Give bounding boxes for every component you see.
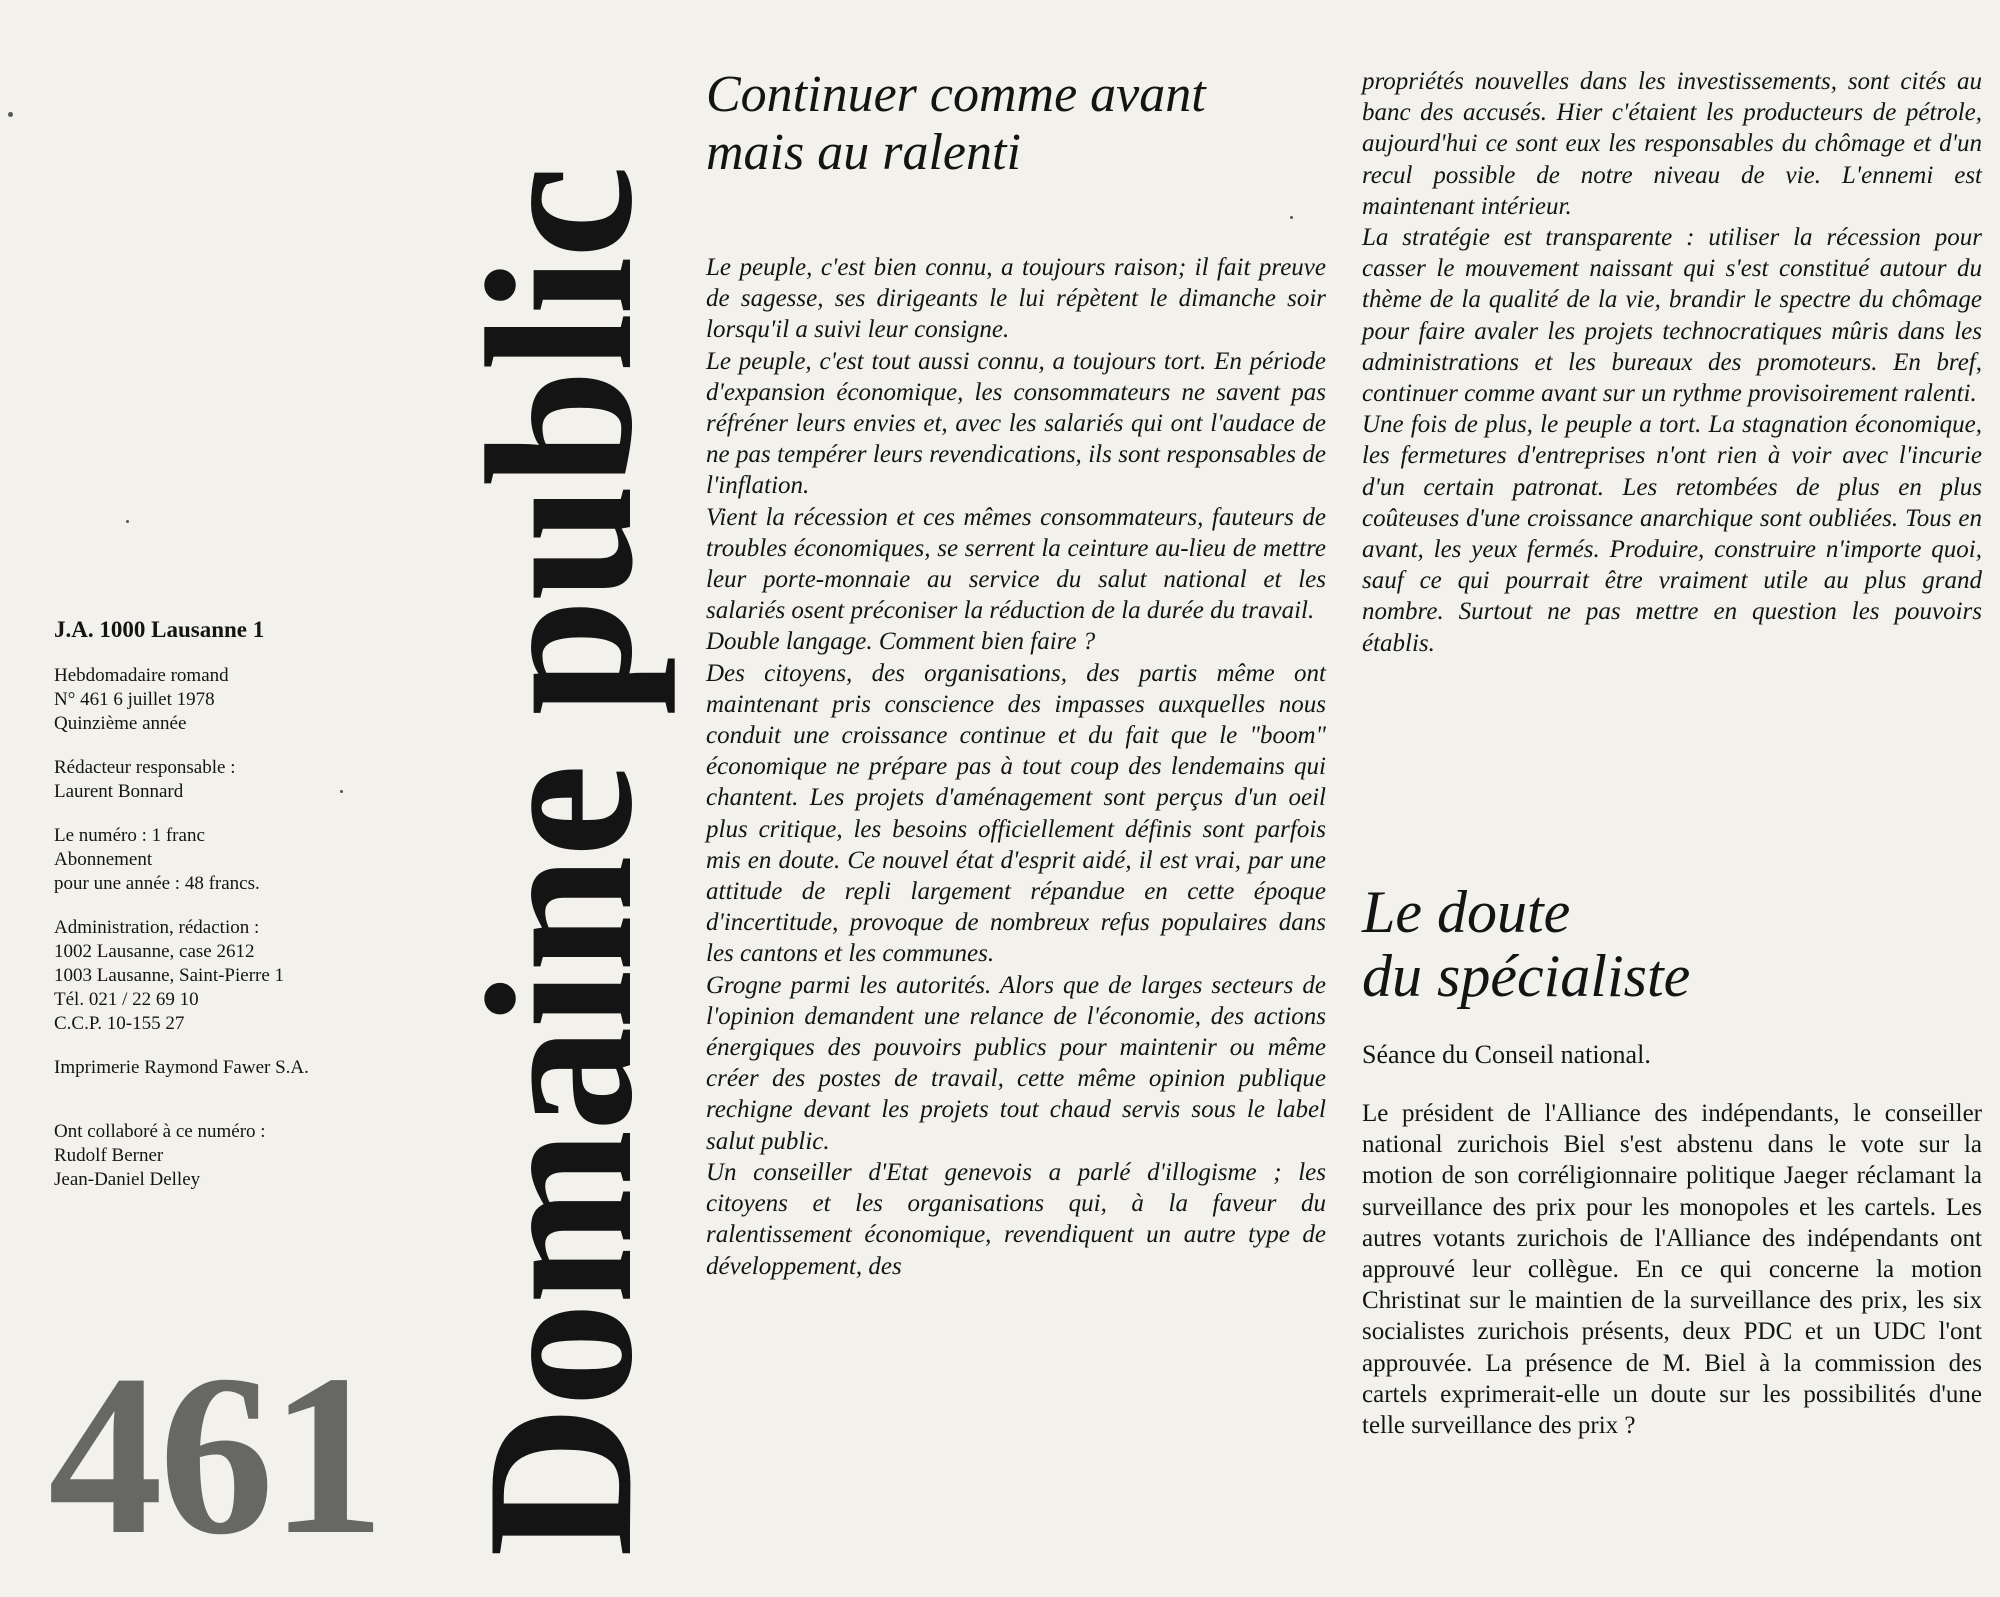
article-paragraph: Double langage. Comment bien faire ?: [706, 628, 1096, 656]
ccp-line: C.C.P. 10-155 27: [54, 1013, 185, 1034]
print-speck: [340, 790, 343, 793]
subscription-price: pour une année : 48 francs.: [54, 873, 260, 894]
article-paragraph: Des citoyens, des organisations, des partis même ont maintenant pris conscience des impasses auxquelles nous conduit une croissance continue et du fait que le "boom" économique ne prépare pas à tout coup des lendemains qui chantent. Les projets d'aménagement sont perçus d'un oeil plus critique, les besoins officiellement définis sont parfois mis en doute. Ce nouvel état d'esprit aidé, il est vrai, par une attitude de repli largement répandue en cette époque d'incertitude, provoque de nombreux refus populaires dans les cantons et les communes.: [706, 659, 1326, 968]
article2-subhead: Séance du Conseil national.: [1362, 1040, 1651, 1069]
address-line: 1002 Lausanne, case 2612: [54, 941, 255, 962]
subscription-label: Abonnement: [54, 849, 153, 870]
article-paragraph: propriétés nouvelles dans les investissements, sont cités au banc des accusés. Hier c'étaient les producteurs de pétrole, aujourd'hui ce sont eux les responsables du chômage et d'un recul possible de notre niveau de vie. L'ennemi est maintenant intérieur.: [1362, 68, 1982, 220]
year-line: Quinzième année: [54, 713, 187, 734]
contributors-label: Ont collaboré à ce numéro :: [54, 1121, 266, 1142]
article-paragraph: La stratégie est transparente : utiliser la récession pour casser le mouvement naissant qui s'est constitué autour du thème de la qualité de la vie, brandir le spectre du chômage pour faire avaler les projets technocratiques mûris dans les administrations et les bureaux des promoteurs. En bref, continuer comme avant sur un rythme provisoirement ralenti.: [1362, 224, 1982, 408]
address-line: 1003 Lausanne, Saint-Pierre 1: [54, 965, 285, 986]
article-paragraph: Le peuple, c'est tout aussi connu, a toujours tort. En période d'expansion économique, les consommateurs ne savent pas réfréner leurs envies et, avec les salariés qui ont l'audace de ne pas tempérer leurs revendications, ils sont responsables de l'inflation.: [706, 347, 1326, 500]
phone-line: Tél. 021 / 22 69 10: [54, 989, 199, 1010]
article-main: [706, 66, 1326, 1282]
article-headline: [706, 66, 1326, 182]
headline-line: du spécialiste: [1362, 943, 1691, 1009]
address-label: Administration, rédaction :: [54, 917, 260, 938]
editor-label: Rédacteur responsable :: [54, 757, 236, 778]
print-speck: [8, 112, 13, 117]
editor-name: Laurent Bonnard: [54, 781, 184, 802]
postal-line: J.A. 1000 Lausanne 1: [54, 617, 265, 642]
contributor-name: Rudolf Berner: [54, 1145, 164, 1166]
address-info: [54, 916, 414, 1036]
article-body: [706, 252, 1326, 1282]
article-paragraph: Grogne parmi les autorités. Alors que de larges secteurs de l'opinion demandent une relance de l'économie, des actions énergiques des pouvoirs publics pour maintenir ou même créer des postes de travail, cette même opinion publique rechigne devant les projets tout chaud servis sous le label salut public.: [706, 971, 1326, 1155]
article-continuation: [1362, 66, 1982, 659]
issue-date-line: N° 461 6 juillet 1978: [54, 689, 215, 710]
pricing-info: [54, 824, 414, 896]
article-paragraph: Une fois de plus, le peuple a tort. La stagnation économique, les fermetures d'entreprises n'ont rien à voir avec l'incurie d'un certain patronat. Les retombées de plus en plus coûteuses d'une croissance anarchique sont oubliées. Tous en avant, les yeux fermés. Produire, construire n'importe quoi, sauf ce qui pourrait être vraiment utile au plus grand nombre. Surtout ne pas mettre en question les pouvoirs établis.: [1362, 411, 1982, 657]
contributors-info: [54, 1120, 414, 1192]
print-speck: [126, 520, 129, 523]
issue-number: 461: [48, 1327, 381, 1582]
publication-line: Hebdomadaire romand: [54, 665, 229, 686]
printer-line: Imprimerie Raymond Fawer S.A.: [54, 1057, 309, 1078]
printer-info: [54, 1056, 414, 1080]
headline-line: mais au ralenti: [706, 124, 1021, 181]
editor-info: [54, 756, 414, 804]
print-speck: [1290, 216, 1293, 219]
masthead-title: Domaine public: [444, 167, 676, 1557]
price-line: Le numéro : 1 franc: [54, 825, 205, 846]
article-paragraph: Un conseiller d'Etat genevois a parlé d'illogisme ; les citoyens et les organisations qui, à la faveur du ralentissement économique, revendiquent un autre type de développement, des: [706, 1158, 1326, 1280]
article2-headline: [1362, 880, 1982, 1008]
headline-line: Continuer comme avant: [706, 66, 1206, 123]
publication-details: [54, 664, 414, 736]
article2-body: Le président de l'Alliance des indépendants, le conseiller national zurichois Biel s'est abstenu dans le vote sur la motion de son corréligionnaire politique Jaeger réclamant la surveillance des prix pour les monopoles et les cartels. Les autres votants zurichois de l'Alliance des indépendants ont approuvé leur collègue. En ce qui concerne la motion Christinat sur le maintien de la surveillance des prix, les six socialistes zurichois présents, deux PDC et un UDC l'ont approuvée. La présence de M. Biel à la commission des cartels exprimerait-elle un doute sur les possibilités d'une telle surveillance des prix ?: [1362, 1100, 1982, 1440]
article-paragraph: Vient la récession et ces mêmes consommateurs, fauteurs de troubles économiques, se serrent la ceinture au-lieu de mettre leur porte-monnaie au service du salut national et les salariés osent préconiser la réduction de la durée du travail.: [706, 503, 1326, 625]
contributor-name: Jean-Daniel Delley: [54, 1169, 201, 1190]
publication-info: [54, 618, 414, 1212]
headline-line: Le doute: [1362, 879, 1571, 945]
article-paragraph: Le peuple, c'est bien connu, a toujours raison; il fait preuve de sagesse, ses dirigeants le lui répètent le dimanche soir lorsqu'il a suivi leur consigne.: [706, 254, 1326, 344]
